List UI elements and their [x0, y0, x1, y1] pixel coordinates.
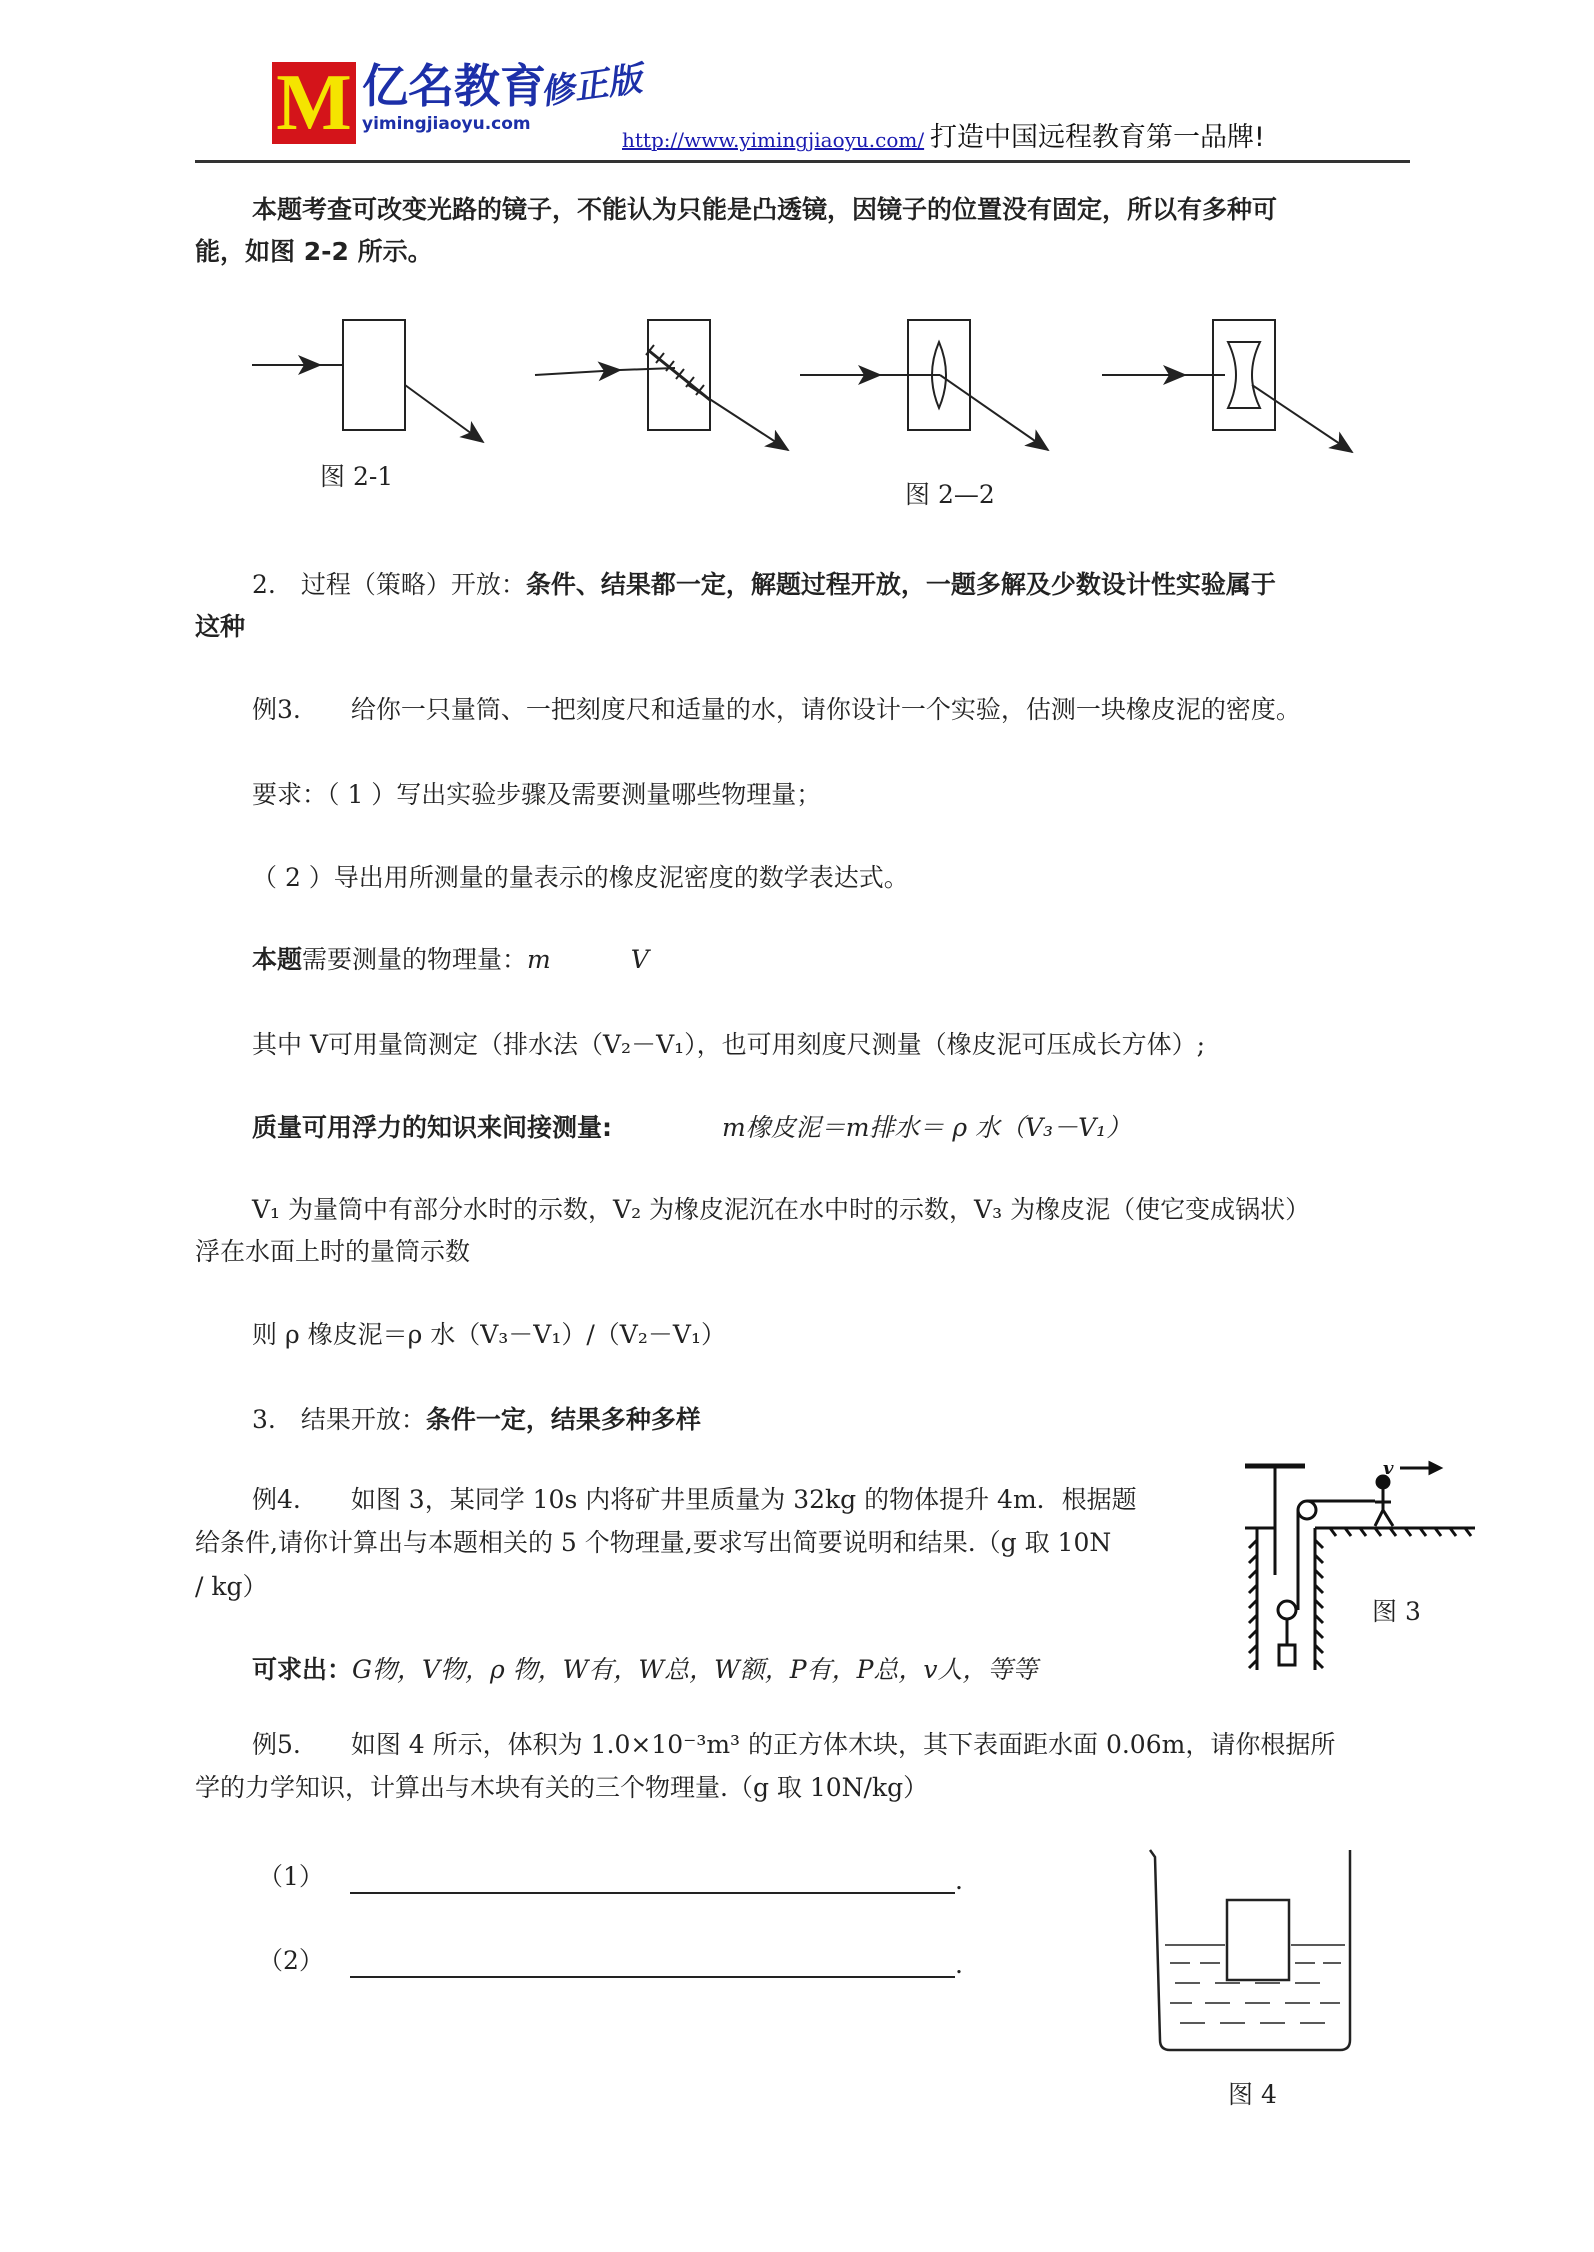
label-bold: 本题 [252, 945, 303, 974]
logo-signature: 修正版 [537, 59, 645, 113]
requirement-2: （ 2 ）导出用所测量的量表示的橡皮泥密度的数学表达式。 [252, 863, 909, 892]
example-4: 给条件,请你计算出与本题相关的 5 个物理量,要求写出简要说明和结果.（g 取 10N [195, 1528, 1112, 1557]
figure-4-wood-block-in-water [1145, 1845, 1365, 2065]
example-5: 例5. 如图 4 所示，体积为 1.0×10⁻³m³ 的正方体木块，其下表面距水面 0.06m，请你根据所 [252, 1730, 1336, 1759]
example-4: 例4. 如图 3，某同学 10s 内将矿井里质量为 32kg 的物体提升 4m．根据题 [252, 1485, 1137, 1514]
variable-definitions: 浮在水面上时的量筒示数 [195, 1237, 471, 1266]
header-divider [195, 160, 1410, 163]
density-formula: 则 ρ 橡皮泥＝ρ 水（V₃－V₁）/（V₂－V₁） [252, 1320, 726, 1349]
section-emphasis: 条件一定，结果多种多样 [425, 1405, 701, 1434]
answer-1-label: （1） [258, 1862, 324, 1891]
variable-definitions: V₁ 为量筒中有部分水时的示数，V₂ 为橡皮泥沉在水中时的示数，V₃ 为橡皮泥（使它变成锅状） [252, 1195, 1311, 1224]
section-number: 2. 过程（策略）开放： [252, 570, 526, 599]
answer-2-blank[interactable] [350, 1976, 955, 1978]
label-bold: 质量可用浮力的知识来间接测量: [252, 1113, 612, 1142]
mass-method [252, 1113, 1131, 1143]
label: 需要测量的物理量： [302, 945, 528, 974]
figure-caption: 图 2—2 [905, 480, 995, 509]
example-3: 例3. 给你一只量筒、一把刻度尺和适量的水，请你设计一个实验，估测一块橡皮泥的密度。 [252, 695, 1301, 724]
section-heading [252, 1405, 701, 1435]
site-link[interactable]: http://www.yimingjiaoyu.com/ [622, 128, 925, 152]
figure-caption: 图 4 [1228, 2080, 1277, 2109]
slogan: 打造中国远程教育第一品牌! [930, 122, 1265, 153]
section-emphasis: 条件、结果都一定，解题过程开放，一题多解及少数设计性实验属于 [525, 570, 1276, 599]
paragraph-text: 能，如图 2-2 所示。 [195, 237, 433, 266]
quantities-line [252, 945, 649, 975]
example-5: 学的力学知识，计算出与木块有关的三个物理量.（g 取 10N/kg） [195, 1773, 929, 1802]
requirement-1: 要求：（ 1 ）写出实验步骤及需要测量哪些物理量； [252, 780, 822, 809]
mass-formula: m橡皮泥＝m排水＝ ρ 水（V₃－V₁） [722, 1113, 1132, 1142]
label-bold: 可求出： [252, 1655, 353, 1684]
answer-1-end: . [955, 1866, 963, 1895]
logo-domain: yimingjiaoyu.com [362, 114, 531, 134]
logo-text: 亿名教育 [362, 59, 546, 113]
paragraph-text: 本题考查可改变光路的镜子，不能认为只能是凸透镜，因镜子的位置没有固定，所以有多种可 [252, 195, 1278, 224]
figure-caption: 图 2-1 [320, 462, 394, 491]
symbol-m: m [527, 945, 551, 974]
answer-1-blank[interactable] [350, 1892, 955, 1894]
section-number: 3. 结果开放： [252, 1405, 426, 1434]
answer-2-label: （2） [258, 1946, 324, 1975]
figure-caption: 图 3 [1372, 1597, 1421, 1626]
logo-mark: M [272, 62, 356, 144]
solvable-quantities [252, 1655, 1038, 1685]
figure-3-mine-pulley [1235, 1460, 1475, 1690]
paragraph-text: 这种 [195, 612, 246, 641]
symbol-v: V [630, 945, 649, 974]
answer-2-end: . [955, 1950, 963, 1979]
figure-2-mirror-diagrams [240, 300, 1380, 470]
example-4: / kg） [195, 1572, 268, 1601]
quantity-list: G物，V物，ρ 物，W有，W总，W额，P有，P总，v人，等等 [352, 1655, 1038, 1684]
volume-method: 其中 V可用量筒测定（排水法（V₂－V₁），也可用刻度尺测量（橡皮泥可压成长方体）; [252, 1030, 1206, 1059]
section-heading [252, 570, 1276, 600]
velocity-label: v [1383, 1460, 1394, 1479]
